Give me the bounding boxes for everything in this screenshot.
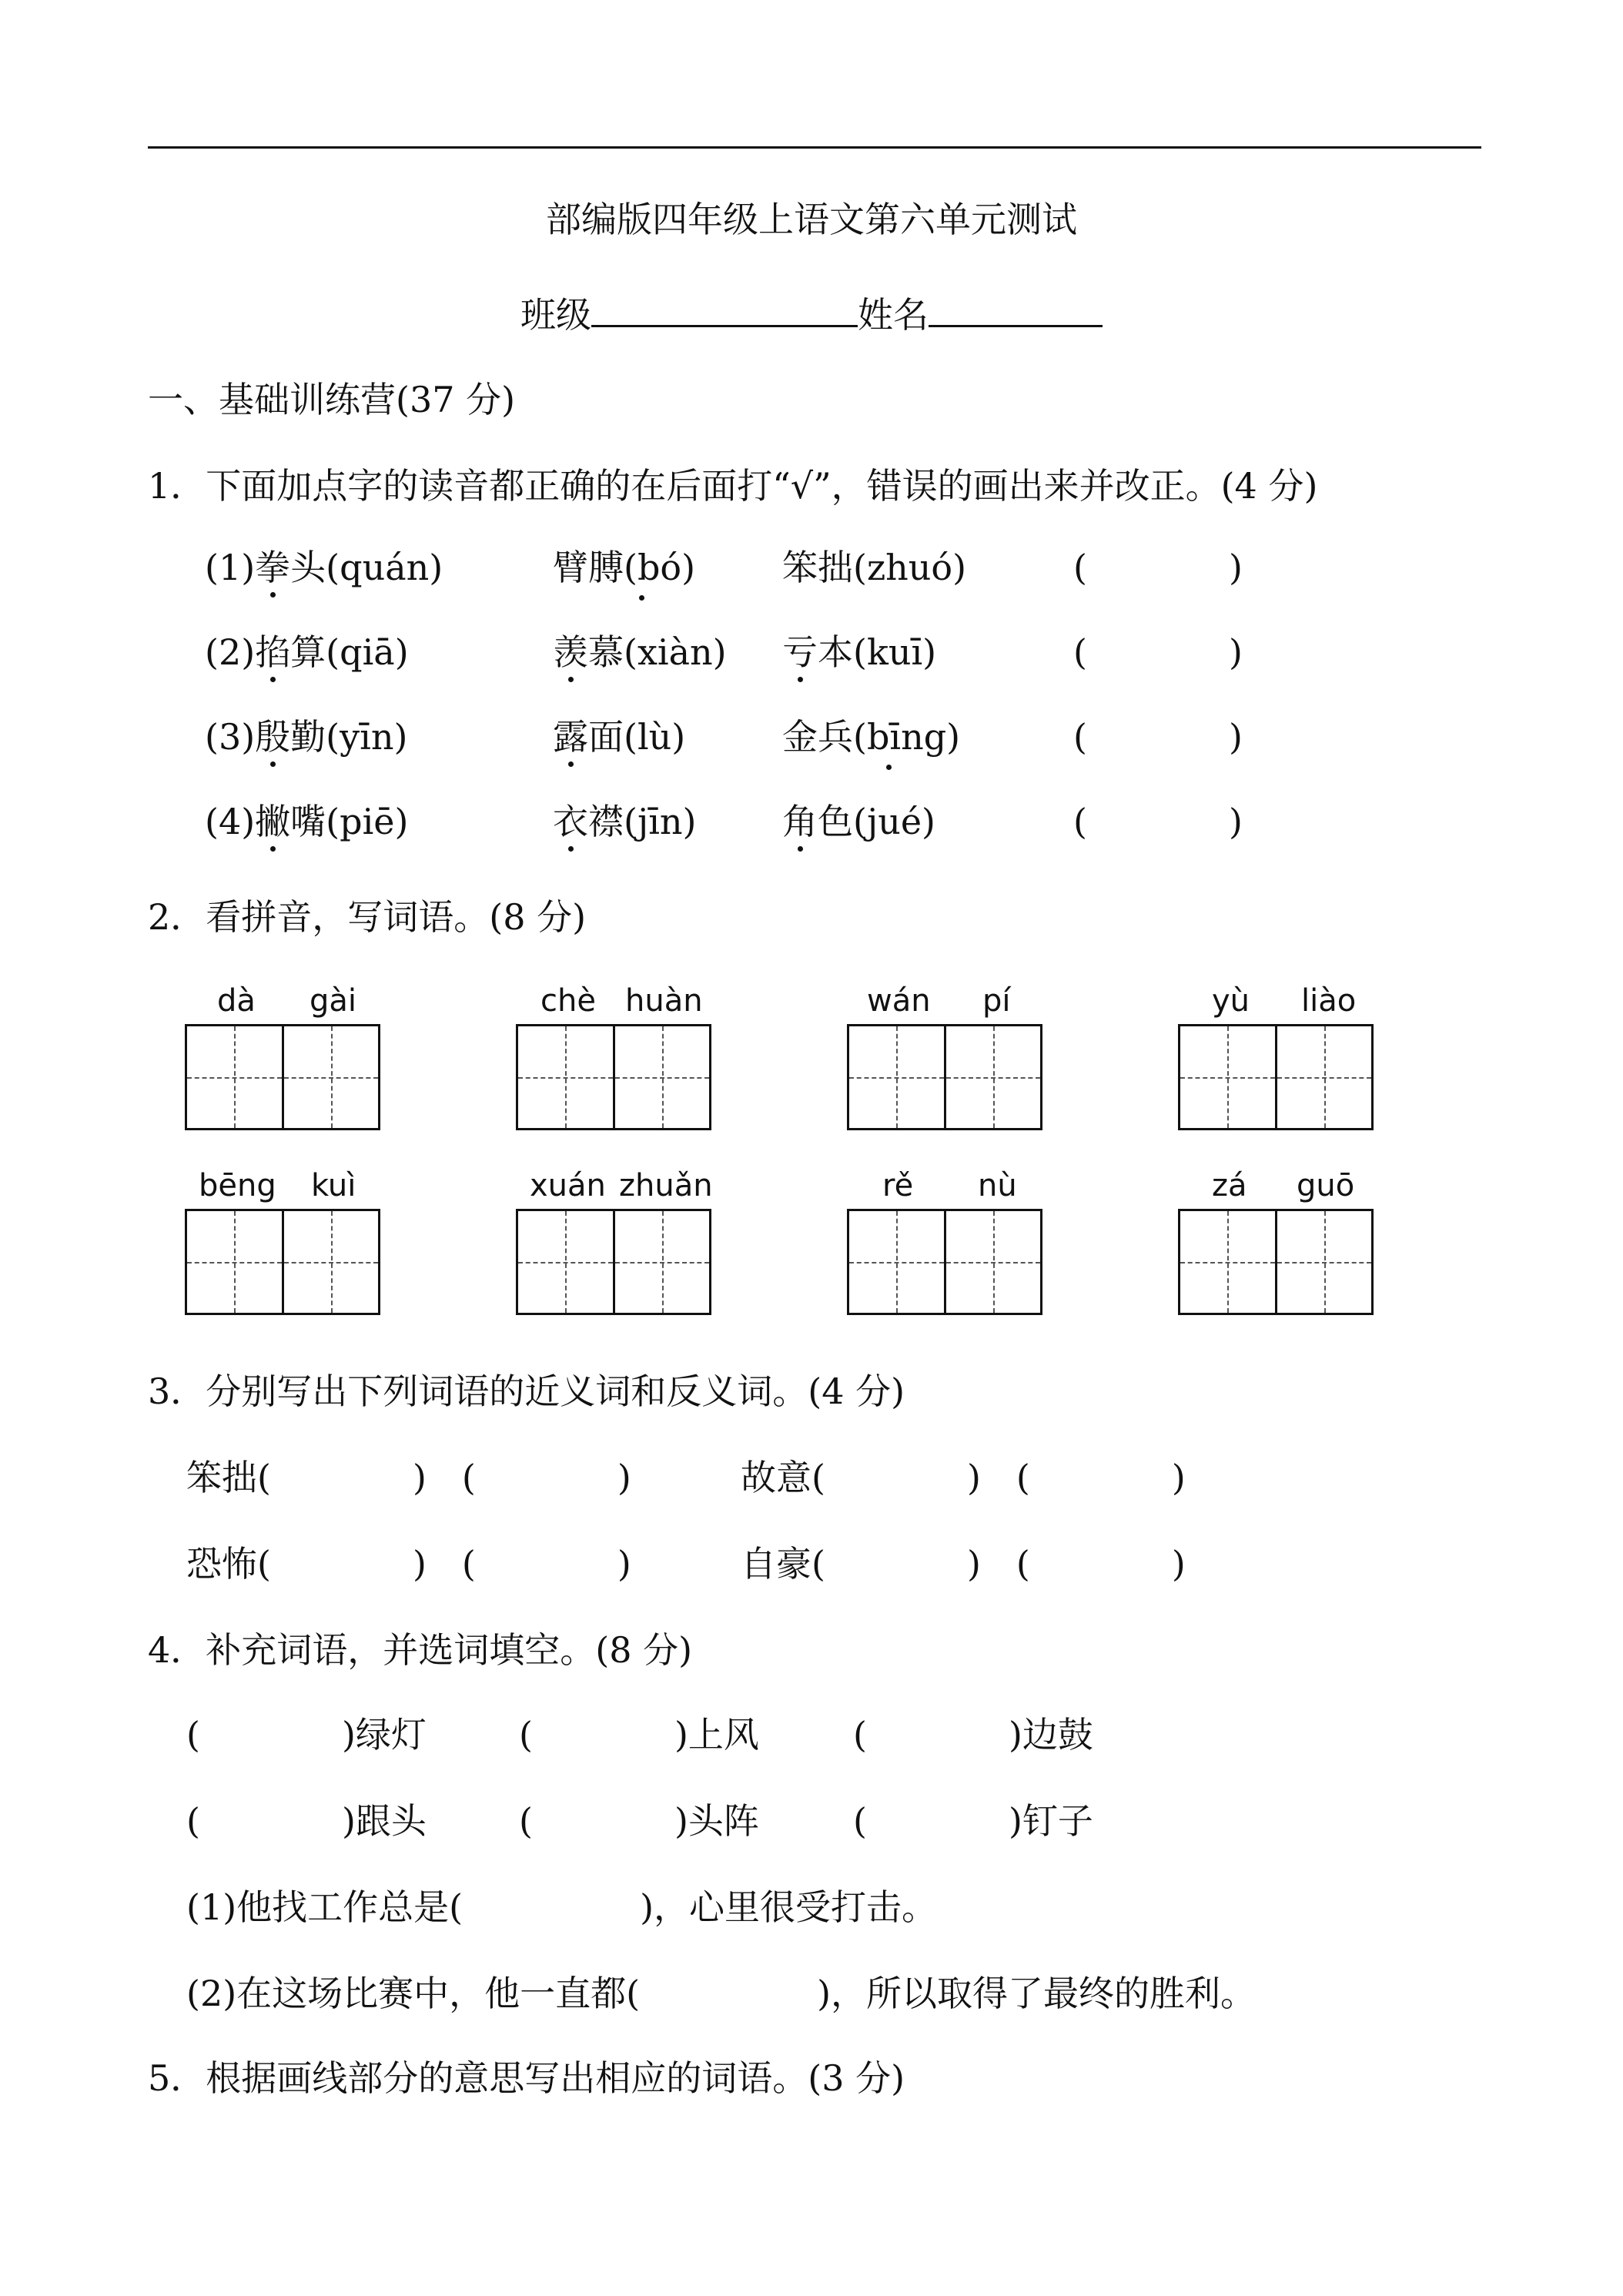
q1-item-1: (2)掐算(qiā) — [205, 631, 409, 673]
pinyin-label: xuán — [530, 1168, 606, 1203]
pinyin-label: yù — [1212, 983, 1250, 1019]
q1-item-1: (4)撇嘴(piē) — [205, 801, 409, 842]
pinyin-label: liào — [1301, 983, 1357, 1019]
q3-item[interactable]: 恐怖( ) ( ) — [186, 1543, 631, 1585]
q4-prompt: 4．补充词语，并选词填空。(8 分) — [148, 1629, 693, 1671]
q1-item-3: 亏本(kuī) — [782, 631, 937, 673]
writing-box[interactable] — [516, 1209, 711, 1315]
q1-answer-paren[interactable]: ( ) — [1073, 631, 1243, 673]
pinyin-label: wán — [867, 983, 931, 1019]
name-blank[interactable] — [929, 294, 1103, 327]
writing-box[interactable] — [1178, 1209, 1374, 1315]
q1-answer-paren[interactable]: ( ) — [1073, 716, 1243, 758]
writing-box[interactable] — [185, 1024, 380, 1130]
pinyin-label: dà — [217, 983, 256, 1019]
class-blank[interactable] — [591, 294, 858, 327]
pinyin-label: nù — [978, 1168, 1017, 1203]
q1-item-2: 衣襟(jīn) — [553, 801, 697, 842]
top-rule — [148, 146, 1481, 149]
pinyin-label: guō — [1297, 1168, 1355, 1203]
section-heading: 一、基础训练营(37 分) — [148, 379, 516, 420]
pinyin-label: kuì — [311, 1168, 356, 1203]
pinyin-label: bēng — [199, 1168, 276, 1203]
q4-sentence-2[interactable]: (2)在这场比赛中，他一直都( )，所以取得了最终的胜利。 — [186, 1973, 1257, 2014]
q1-item-2: 露面(lù) — [553, 716, 686, 758]
class-label: 班级 — [520, 294, 591, 336]
q1-answer-paren[interactable]: ( ) — [1073, 801, 1243, 842]
q1-answer-paren[interactable]: ( ) — [1073, 547, 1243, 588]
q1-item-3: 笨拙(zhuó) — [782, 547, 967, 588]
q1-item-3: 角色(jué) — [782, 801, 936, 842]
pinyin-label: rě — [882, 1168, 914, 1203]
q4-sentence-1[interactable]: (1)他找工作总是( )，心里很受打击。 — [186, 1886, 938, 1928]
page-title: 部编版四年级上语文第六单元测试 — [546, 199, 1077, 240]
q4-blank-item[interactable]: ( )跟头 — [186, 1800, 427, 1842]
pinyin-label: gài — [310, 983, 357, 1019]
pinyin-label: chè — [540, 983, 596, 1019]
q3-item[interactable]: 自豪( ) ( ) — [741, 1543, 1186, 1585]
writing-box[interactable] — [847, 1024, 1042, 1130]
q4-blank-item[interactable]: ( )上风 — [519, 1714, 759, 1755]
q4-blank-item[interactable]: ( )钉子 — [853, 1800, 1093, 1842]
q1-item-2: 羡慕(xiàn) — [553, 631, 727, 673]
writing-box[interactable] — [516, 1024, 711, 1130]
writing-box[interactable] — [185, 1209, 380, 1315]
q5-prompt: 5．根据画线部分的意思写出相应的词语。(3 分) — [148, 2057, 905, 2099]
class-name-line — [520, 294, 1103, 336]
q1-item-1: (1)拳头(quán) — [205, 547, 443, 588]
q1-item-1: (3)殷勤(yīn) — [205, 716, 408, 758]
name-label: 姓名 — [858, 294, 929, 336]
q3-item[interactable]: 笨拙( ) ( ) — [186, 1457, 631, 1498]
q2-prompt: 2．看拼音，写词语。(8 分) — [148, 896, 587, 938]
q1-item-2: 臂膊(bó) — [553, 547, 696, 588]
writing-box[interactable] — [847, 1209, 1042, 1315]
q3-prompt: 3．分别写出下列词语的近义词和反义词。(4 分) — [148, 1371, 905, 1412]
q4-blank-item[interactable]: ( )边鼓 — [853, 1714, 1093, 1755]
pinyin-label: huàn — [625, 983, 703, 1019]
q1-prompt: 1．下面加点字的读音都正确的在后面打“√”，错误的画出来并改正。(4 分) — [148, 465, 1318, 507]
q3-item[interactable]: 故意( ) ( ) — [741, 1457, 1186, 1498]
pinyin-label: zhuǎn — [619, 1168, 713, 1203]
pinyin-label: pí — [982, 983, 1011, 1019]
writing-box[interactable] — [1178, 1024, 1374, 1130]
q1-item-3: 金兵(bīng) — [782, 716, 961, 758]
q4-blank-item[interactable]: ( )绿灯 — [186, 1714, 427, 1755]
pinyin-label: zá — [1212, 1168, 1247, 1203]
q4-blank-item[interactable]: ( )头阵 — [519, 1800, 759, 1842]
